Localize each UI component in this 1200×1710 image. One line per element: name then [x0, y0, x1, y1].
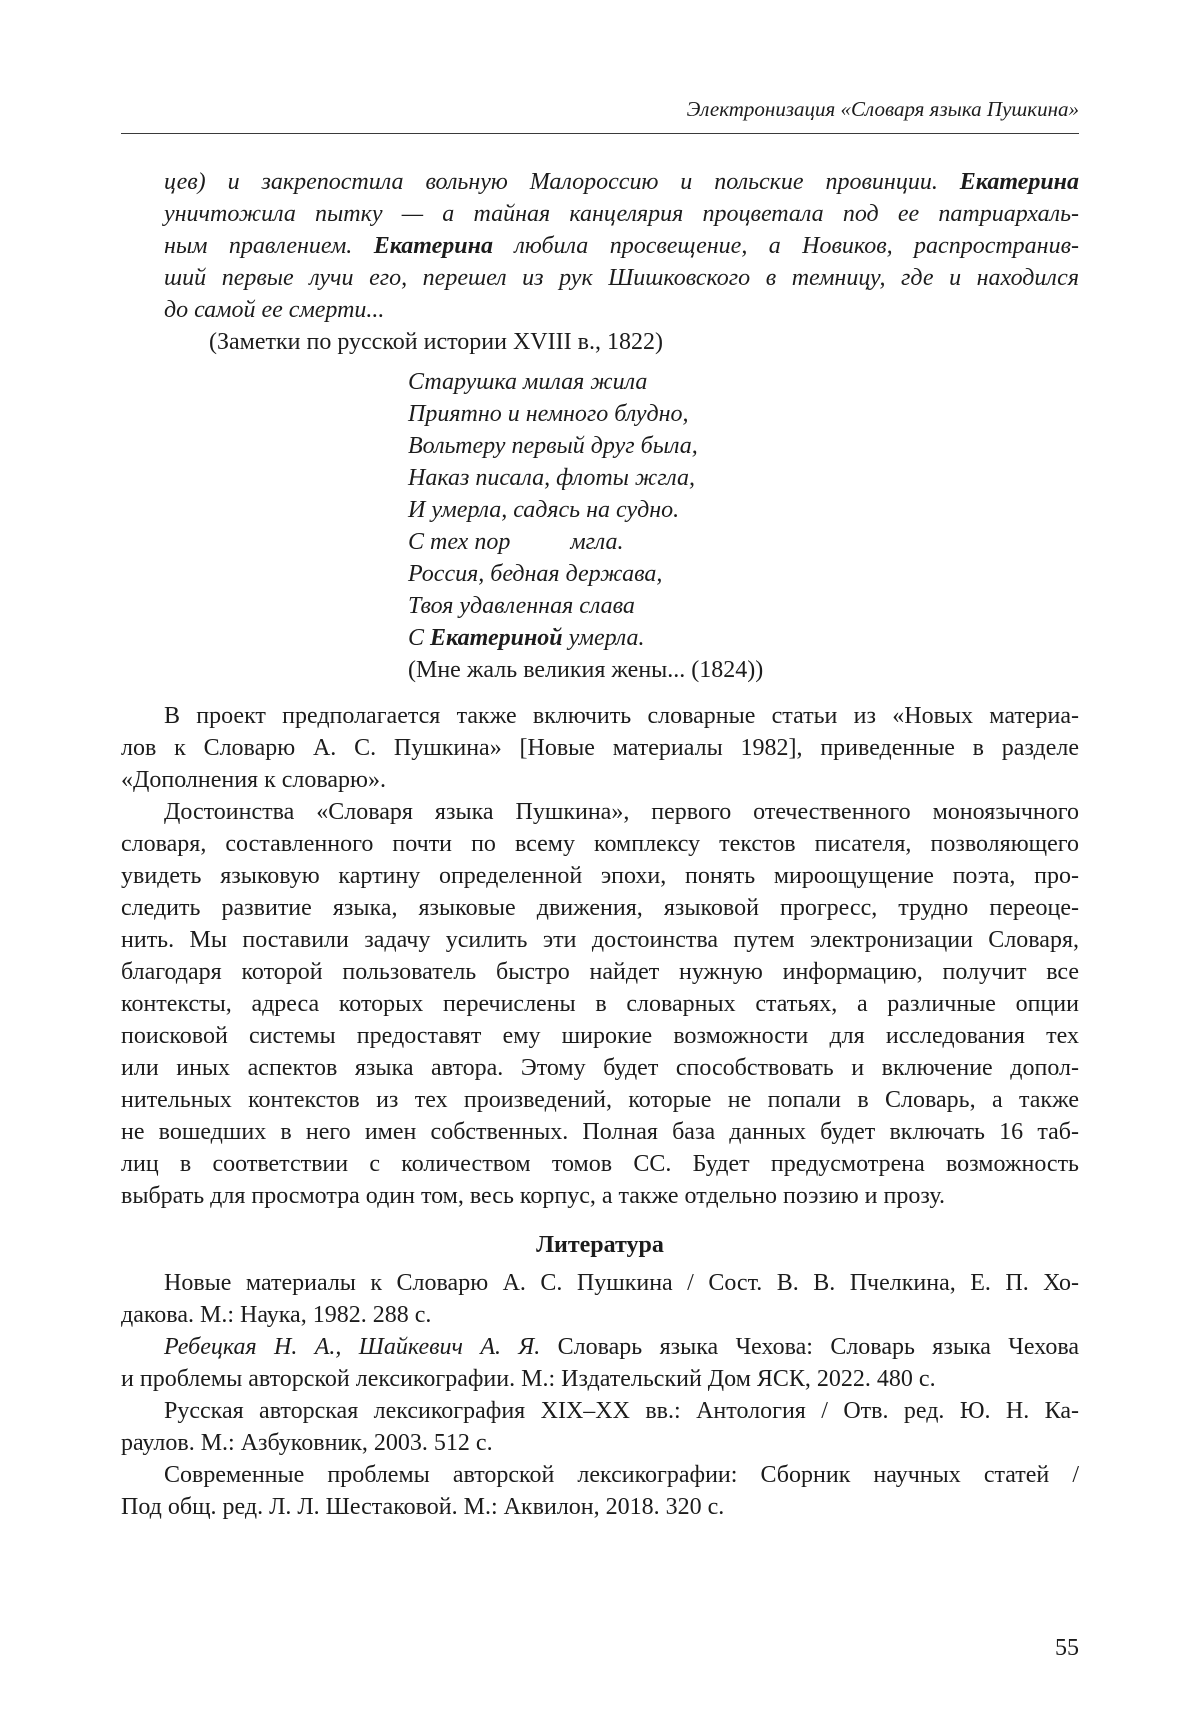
- paragraph-line: нить. Мы поставили задачу усилить эти достоинства путем электронизации Словаря,: [121, 927, 1079, 953]
- emphasis-ekaterinoy: Екатериной: [430, 625, 563, 651]
- poem-line: Вольтеру первый друг была,: [408, 433, 698, 459]
- running-head: Электронизация «Словаря языка Пушкина»: [686, 97, 1079, 121]
- poem-line: С Екатериной умерла.: [408, 625, 645, 651]
- reference-line: и проблемы авторской лексикографии. М.: Издательский Дом ЯСК, 2022. 480 с.: [121, 1366, 936, 1392]
- paragraph-line: лов к Словарю А. С. Пушкина» [Новые материалы 1982], приведенные в разделе: [121, 735, 1079, 761]
- literature-section: [121, 1229, 1079, 1523]
- poem-source: (Мне жаль великия жены... (1824)): [408, 657, 764, 683]
- poem-line: Твоя удавленная слава: [408, 593, 635, 619]
- paragraph-line: увидеть языковую картину определенной эпохи, понять мироощущение поэта, про-: [121, 863, 1079, 889]
- quote-line: цев) и закрепостила вольную Малороссию и польские провинции. Екатерина: [164, 169, 1079, 195]
- reference-line: раулов. М.: Азбуковник, 2003. 512 с.: [121, 1430, 493, 1456]
- paragraph-line: «Дополнения к словарю».: [121, 767, 386, 793]
- pushkin-prose-quote: [121, 166, 1079, 358]
- paragraph-line: поисковой системы предоставят ему широкие возможности для исследования тех: [121, 1023, 1079, 1049]
- paragraph-line: лиц в соответствии с количеством томов СС. Будет предусмотрена возможность: [121, 1151, 1079, 1177]
- poem-line: С тех пор мгла.: [408, 529, 624, 555]
- reference-line: Русская авторская лексикография XIX–XX вв.: Антология / Отв. ред. Ю. Н. Ка-: [164, 1398, 1079, 1424]
- quote-source: (Заметки по русской истории XVIII в., 1822): [209, 329, 663, 355]
- header-rule: [121, 133, 1079, 134]
- poem-line: Наказ писала, флоты жгла,: [408, 465, 696, 491]
- page-number: 55: [1055, 1635, 1079, 1661]
- quote-line: до самой ее смерти...: [164, 297, 385, 323]
- emphasis-ekaterina: Екатерина: [373, 233, 493, 259]
- paragraph-line: или иных аспектов языка автора. Этому будет способствовать и включение допол-: [121, 1055, 1079, 1081]
- paragraph-line: словаря, составленного почти по всему комплексу текстов писателя, позволяющего: [121, 831, 1079, 857]
- poem-line: Старушка милая жила: [408, 369, 648, 395]
- paragraph-line: благодаря которой пользователь быстро найдет нужную информацию, получит все: [121, 959, 1079, 985]
- paragraph-line: контексты, адреса которых перечислены в словарных статьях, а различные опции: [121, 991, 1079, 1017]
- poem-line: Россия, бедная держава,: [408, 561, 663, 587]
- reference-1: [121, 1267, 1079, 1331]
- quote-line: ший первые лучи его, перешел из рук Шишковского в темницу, где и находился: [164, 265, 1079, 291]
- paragraph-line: не вошедших в него имен собственных. Полная база данных будет включать 16 таб-: [121, 1119, 1079, 1145]
- quote-line: ным правлением. Екатерина любила просвещение, а Новиков, распространив-: [164, 233, 1080, 259]
- paragraph-dignities: [121, 796, 1079, 1212]
- paragraph-line: следить развитие языка, языковые движения, языковой прогресс, трудно переоце-: [121, 895, 1079, 921]
- reference-line: дакова. М.: Наука, 1982. 288 с.: [121, 1302, 432, 1328]
- reference-authors: Ребецкая Н. А., Шайкевич А. Я.: [164, 1334, 541, 1360]
- page-body: [121, 166, 1079, 1523]
- reference-line: Современные проблемы авторской лексикографии: Сборник научных статей /: [164, 1462, 1079, 1488]
- paragraph-line: Достоинства «Словаря языка Пушкина», первого отечественного моноязычного: [164, 799, 1079, 825]
- paragraph-line: В проект предполагается также включить словарные статьи из «Новых материа-: [164, 703, 1079, 729]
- reference-line: Новые материалы к Словарю А. С. Пушкина / Сост. В. В. Пчелкина, Е. П. Хо-: [164, 1270, 1079, 1296]
- reference-line: Под общ. ред. Л. Л. Шестаковой. М.: Аквилон, 2018. 320 с.: [121, 1494, 725, 1520]
- paragraph-project: [121, 700, 1079, 796]
- poem-line: И умерла, садясь на судно.: [408, 497, 680, 523]
- poem-line: Приятно и немного блудно,: [408, 401, 689, 427]
- emphasis-ekaterina: Екатерина: [959, 169, 1079, 195]
- pushkin-poem: [121, 366, 1079, 686]
- paragraph-line: нительных контекстов из тех произведений, которые не попали в Словарь, а также: [121, 1087, 1079, 1113]
- reference-4: [121, 1459, 1079, 1523]
- paragraph-line: выбрать для просмотра один том, весь корпус, а также отдельно поэзию и прозу.: [121, 1183, 945, 1209]
- reference-line: Ребецкая Н. А., Шайкевич А. Я. Словарь языка Чехова: Словарь языка Чехова: [164, 1334, 1079, 1360]
- literature-heading: Литература: [536, 1232, 664, 1258]
- quote-line: уничтожила пытку — а тайная канцелярия процветала под ее патриархаль-: [164, 201, 1079, 227]
- reference-2: [121, 1331, 1079, 1395]
- reference-3: [121, 1395, 1079, 1459]
